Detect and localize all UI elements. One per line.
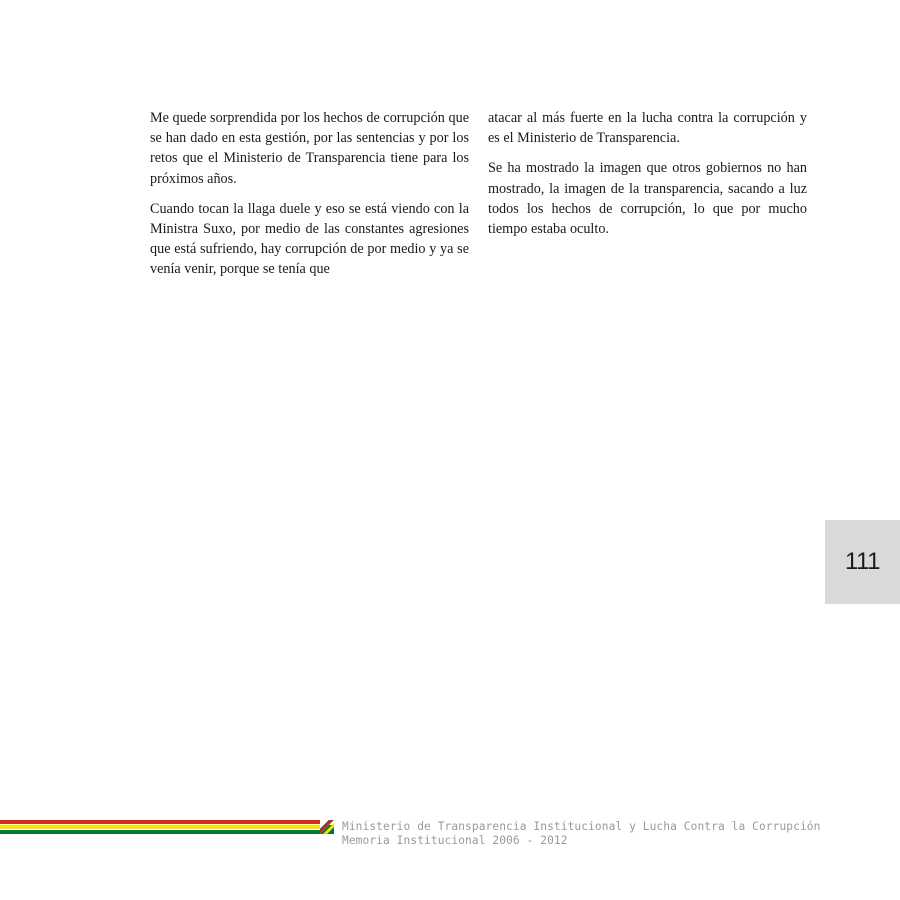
flag-emblem-icon [320, 820, 334, 834]
red-stripe [0, 820, 320, 824]
flag-stripes [0, 820, 320, 834]
text-column-right [488, 108, 807, 249]
footer-line-ministry: Ministerio de Transparencia Institucional y Lucha Contra la Corrupción [342, 820, 821, 833]
footer-line-memoria: Memoria Institucional 2006 - 2012 [342, 834, 568, 847]
page-number-tab [825, 520, 900, 604]
paragraph: Cuando tocan la llaga duele y eso se está viendo con la Ministra Suxo, por medio de las constantes agresiones que está sufriendo, hay corrupción de por medio y ya se venía venir, porque se tenía que [150, 200, 469, 278]
text-column-left [150, 108, 469, 290]
paragraph: Me quede sorprendida por los hechos de corrupción que se han dado en esta gestión, por las sentencias y por los retos que el Ministerio de Transparencia tiene para los próximos años. [150, 110, 469, 187]
paragraph: atacar al más fuerte en la lucha contra la corrupción y es el Ministerio de Transparencia. [488, 110, 807, 147]
green-stripe [0, 830, 320, 834]
footer-caption [342, 820, 820, 848]
yellow-stripe [0, 825, 320, 829]
paragraph: Se ha mostrado la imagen que otros gobiernos no han mostrado, la imagen de la transparencia, sacando a luz todos los hechos de corrupción, lo que por mucho tiempo estaba oculto. [488, 160, 807, 238]
page-number: 111 [845, 548, 880, 575]
